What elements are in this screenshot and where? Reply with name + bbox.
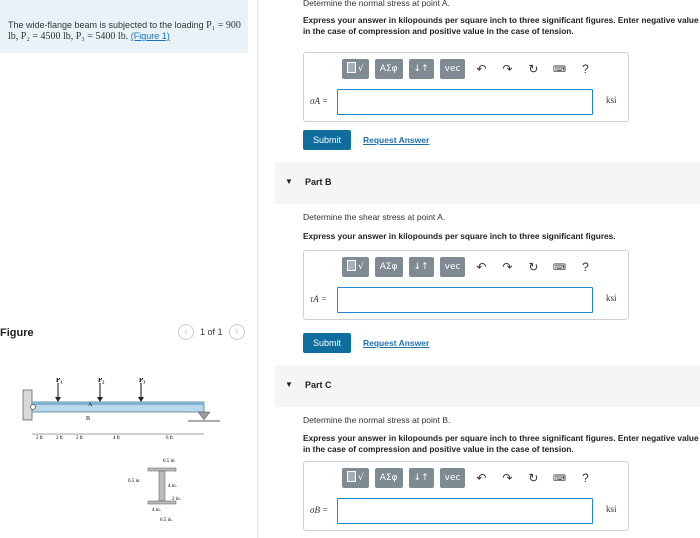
problem-statement: [0, 0, 248, 53]
right-panel: [275, 0, 700, 538]
next-figure-button[interactable]: ›: [229, 324, 245, 340]
part-b-toolbar: [342, 257, 595, 277]
problem-loads: P₁ = 900 lb, P₂ = 4500 lb, P₃ = 5400 lb.: [8, 20, 241, 42]
problem-text: The wide-flange beam is subjected to the loading: [8, 20, 204, 30]
dim-2ft-3: 2 ft: [76, 436, 83, 441]
part-a-answer-box: [303, 52, 629, 122]
reset-icon[interactable]: ↻: [528, 62, 539, 76]
p1-label: P₁: [56, 378, 63, 384]
part-b-unit: ksi: [606, 293, 617, 303]
top-flange: [148, 468, 176, 471]
vec-button[interactable]: vec: [440, 257, 466, 277]
vec-button[interactable]: vec: [440, 468, 466, 488]
undo-icon[interactable]: ↶: [476, 471, 487, 485]
part-c-unit: ksi: [606, 504, 617, 514]
pin-support: [31, 405, 36, 410]
part-c-instruction: Express your answer in kilopounds per square inch to three significant figures. Enter negative value in the case of compression and positive value in the case of tension.: [303, 433, 699, 454]
part-c-toolbar: [342, 468, 595, 488]
arrows-button[interactable]: ↓↑: [409, 257, 434, 277]
reset-icon[interactable]: ↻: [528, 260, 539, 274]
redo-icon[interactable]: ↷: [502, 471, 513, 485]
part-b-instruction: Express your answer in kilopounds per square inch to three significant figures.: [303, 231, 616, 241]
collapse-icon: ▼: [285, 380, 293, 389]
part-a-answer-label: σA =: [310, 96, 329, 106]
undo-icon[interactable]: ↶: [476, 62, 487, 76]
reset-icon[interactable]: ↻: [528, 471, 539, 485]
part-c-answer-label: σB =: [310, 505, 329, 515]
wall-support: [23, 390, 32, 420]
p2-label: P₂: [98, 378, 105, 384]
web: [159, 471, 165, 501]
figure-header: [0, 327, 258, 345]
help-icon[interactable]: ?: [582, 62, 589, 76]
help-icon[interactable]: ?: [582, 260, 589, 274]
dim-6ft: 6 ft: [166, 436, 173, 441]
figure-link[interactable]: (Figure 1): [130, 31, 170, 41]
p3-arrowhead: [138, 397, 144, 402]
arrows-button[interactable]: ↓↑: [409, 468, 434, 488]
section-dim-left: 0.5 in.: [128, 479, 141, 484]
undo-icon[interactable]: ↶: [476, 260, 487, 274]
dim-2ft-1: 2 ft: [36, 436, 43, 441]
figure-count: 1 of 1: [200, 327, 223, 337]
p1-arrowhead: [55, 397, 61, 402]
part-a-submit-button[interactable]: Submit: [303, 130, 351, 150]
section-dim-bottom: 4 in.: [152, 508, 161, 513]
part-a-request-answer[interactable]: Request Answer: [363, 135, 430, 145]
section-dim-b: 2 in.: [172, 497, 181, 502]
greek-button[interactable]: ΑΣφ: [375, 468, 403, 488]
figure-pager: [178, 324, 245, 340]
part-b-answer-box: [303, 250, 629, 320]
part-c-header[interactable]: [275, 365, 700, 407]
beam-figure: [20, 378, 235, 528]
part-b-prompt: Determine the shear stress at point A.: [303, 212, 446, 222]
part-b-answer-input[interactable]: [337, 287, 593, 313]
part-b-label: Part B: [305, 177, 332, 187]
keyboard-icon[interactable]: ⌨: [552, 262, 566, 272]
dim-4ft: 4 ft: [113, 436, 120, 441]
part-c-answer-input[interactable]: [337, 498, 593, 524]
left-panel: [0, 0, 258, 538]
keyboard-icon[interactable]: ⌨: [552, 473, 566, 483]
beam-diagram: [20, 378, 235, 528]
vec-button[interactable]: vec: [440, 59, 466, 79]
beam-flange: [32, 402, 204, 405]
section-dim-top: 0.5 in.: [163, 459, 176, 464]
part-b-submit-button[interactable]: Submit: [303, 333, 351, 353]
part-a-toolbar: [342, 59, 595, 79]
part-c-answer-box: [303, 461, 629, 531]
greek-button[interactable]: ΑΣφ: [375, 59, 403, 79]
part-a-unit: ksi: [606, 95, 617, 105]
part-b-answer-label: τA =: [310, 294, 327, 304]
part-b-request-answer[interactable]: Request Answer: [363, 338, 430, 348]
part-b-header[interactable]: [275, 162, 700, 204]
part-a-prompt: Determine the normal stress at point A.: [303, 0, 450, 8]
figure-title: Figure: [0, 327, 34, 339]
p3-label: P₃: [139, 378, 146, 384]
help-icon[interactable]: ?: [582, 471, 589, 485]
part-c-label: Part C: [305, 380, 332, 390]
point-a-label: A: [88, 402, 93, 408]
section-dim-web: 4 in.: [168, 484, 177, 489]
part-a-answer-input[interactable]: [337, 89, 593, 115]
part-a-instruction: Express your answer in kilopounds per square inch to three significant figures. Enter negative value in the case of compression and positive value in the case of tension.: [303, 15, 699, 36]
templates-button[interactable]: √: [342, 59, 369, 79]
greek-button[interactable]: ΑΣφ: [375, 257, 403, 277]
redo-icon[interactable]: ↷: [502, 62, 513, 76]
templates-button[interactable]: √: [342, 257, 369, 277]
dim-2ft-2: 2 ft: [56, 436, 63, 441]
prev-figure-button[interactable]: ‹: [178, 324, 194, 340]
section-dim-base: 0.5 in.: [160, 518, 173, 523]
arrows-button[interactable]: ↓↑: [409, 59, 434, 79]
point-b-label: B: [86, 416, 91, 422]
roller-support: [198, 412, 210, 420]
p2-arrowhead: [97, 397, 103, 402]
keyboard-icon[interactable]: ⌨: [552, 64, 566, 74]
redo-icon[interactable]: ↷: [502, 260, 513, 274]
collapse-icon: ▼: [285, 177, 293, 186]
part-c-prompt: Determine the normal stress at point B.: [303, 415, 451, 425]
templates-button[interactable]: √: [342, 468, 369, 488]
